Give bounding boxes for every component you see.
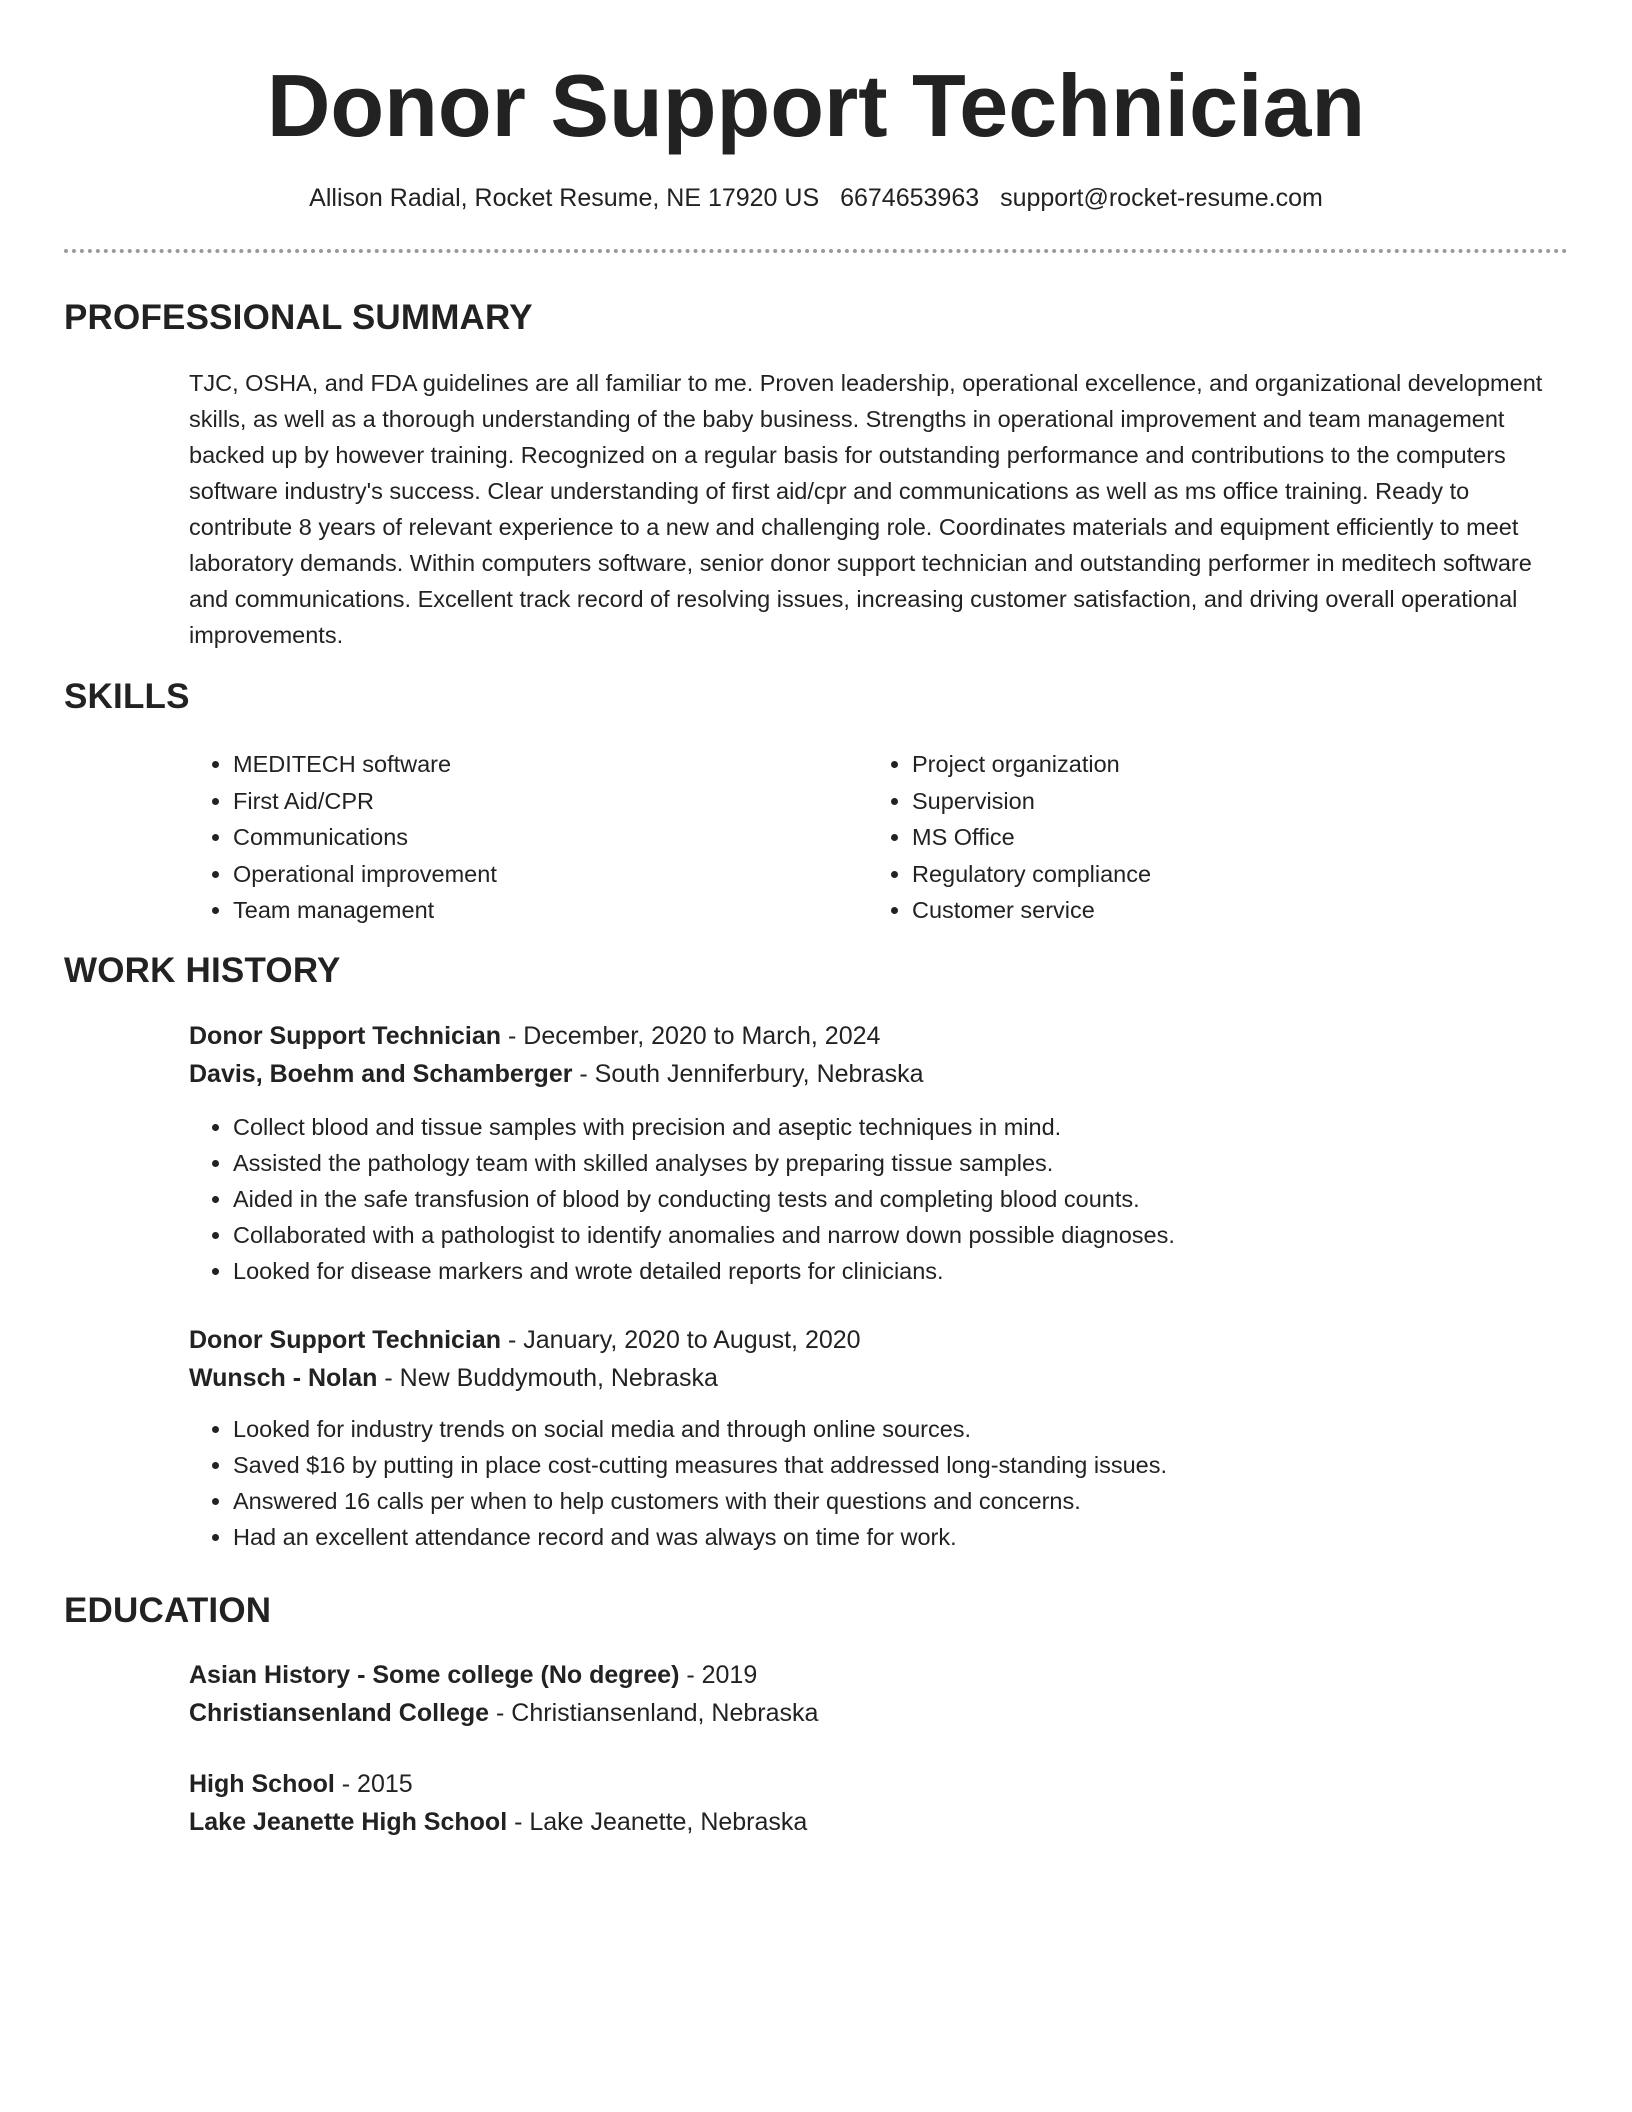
skill-item: • Supervision [912,783,1151,820]
skill-item: • Operational improvement [233,856,497,893]
education-location: - Christiansenland, Nebraska [489,1699,819,1727]
education-location: - Lake Jeanette, Nebraska [507,1808,808,1836]
skills-column-1 [189,746,497,929]
work-history-heading: WORK HISTORY [64,951,341,990]
job-bullet: • Answered 16 calls per when to help customers with their questions and concerns. [233,1483,1569,1519]
skills-column-2 [868,746,1151,929]
job-role: Donor Support Technician [189,1326,502,1354]
education-school: Christiansenland College [189,1699,490,1727]
job-company: Wunsch - Nolan [189,1364,378,1392]
job-bullets [189,1411,1569,1555]
education-degree-line [189,1656,1569,1694]
job-role: Donor Support Technician [189,1022,502,1050]
education-school: Lake Jeanette High School [189,1808,508,1836]
job-bullet: • Had an excellent attendance record and was always on time for work. [233,1519,1569,1555]
education-degree-line [189,1765,1569,1803]
skill-item: • MS Office [912,819,1151,856]
contact-email: support@rocket-resume.com [1000,184,1323,212]
job-bullet: • Aided in the safe transfusion of blood by conducting tests and completing blood counts. [233,1181,1569,1217]
skill-item: • Customer service [912,892,1151,929]
job-company-line [189,1359,1569,1397]
job-bullet: • Assisted the pathology team with skilled analyses by preparing tissue samples. [233,1145,1569,1181]
education-entry [189,1656,1569,1732]
job-dates: - December, 2020 to March, 2024 [501,1022,881,1050]
job-bullet: • Looked for disease markers and wrote detailed reports for clinicians. [233,1253,1569,1289]
resume-title: Donor Support Technician [266,56,1366,155]
education-school-line [189,1694,1569,1732]
job-location: - New Buddymouth, Nebraska [377,1364,718,1392]
skill-item: • First Aid/CPR [233,783,497,820]
skill-item: • Project organization [912,746,1151,783]
job-title-line [189,1321,1569,1359]
job-dates: - January, 2020 to August, 2020 [501,1326,861,1354]
job-bullet: • Looked for industry trends on social media and through online sources. [233,1411,1569,1447]
job-entry [189,1017,1569,1289]
job-company: Davis, Boehm and Schamberger [189,1060,573,1088]
education-heading: EDUCATION [64,1591,272,1630]
skill-item: • Team management [233,892,497,929]
education-degree: Asian History - Some college (No degree) [189,1661,680,1689]
contact-address: Allison Radial, Rocket Resume, NE 17920 US [309,184,820,212]
education-degree: High School [189,1770,335,1798]
job-bullet: • Saved $16 by putting in place cost-cutting measures that addressed long-standing issues. [233,1447,1569,1483]
education-year: - 2019 [679,1661,758,1689]
job-entry [189,1321,1569,1555]
job-bullet: • Collect blood and tissue samples with precision and aseptic techniques in mind. [233,1109,1569,1145]
job-bullet: • Collaborated with a pathologist to identify anomalies and narrow down possible diagnoses. [233,1217,1569,1253]
job-bullets [189,1109,1569,1289]
summary-text: TJC, OSHA, and FDA guidelines are all familiar to me. Proven leadership, operational excellence, and organizational development skills, as well as a thorough understanding of the baby business. Strengths in operational improvement and team management backed up by however training. Recognized on a regular basis for outstanding performance and contributions to the computers software industry's success. Clear understanding of first aid/cpr and communications as well as ms office training. Ready to contribute 8 years of relevant experience to a new and challenging role. Coordinates materials and equipment efficiently to meet laboratory demands. Within computers software, senior donor support technician and outstanding performer in meditech software and communications. Excellent track record of resolving issues, increasing customer satisfaction, and driving overall operational improvements. [189,370,1543,648]
education-entry [189,1765,1569,1841]
education-school-line [189,1803,1569,1841]
skill-item: • Communications [233,819,497,856]
education-year: - 2015 [334,1770,413,1798]
job-title-line [189,1017,1569,1055]
header-divider [64,249,1568,253]
skill-item: • MEDITECH software [233,746,497,783]
summary-heading: PROFESSIONAL SUMMARY [64,298,533,337]
job-location: - South Jenniferbury, Nebraska [572,1060,924,1088]
skill-item: • Regulatory compliance [912,856,1151,893]
contact-line [64,180,1568,216]
contact-phone: 6674653963 [840,184,980,212]
skills-heading: SKILLS [64,677,190,716]
job-company-line [189,1055,1569,1093]
